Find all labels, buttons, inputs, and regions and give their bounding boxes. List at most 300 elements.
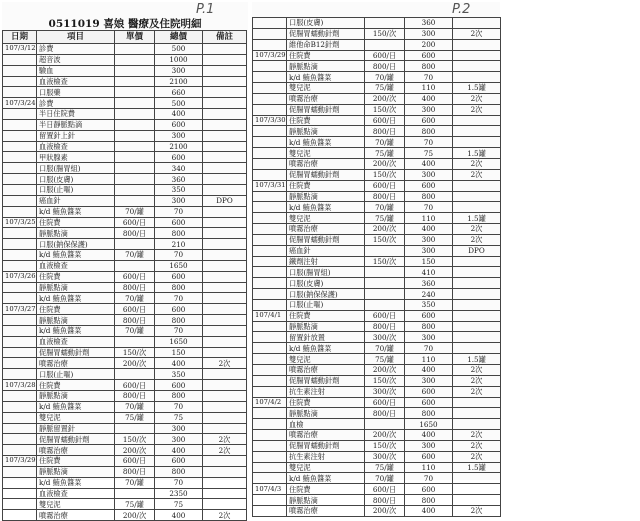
sheet-title: 0511019 喜娘 醫療及住院明細 [48, 18, 202, 30]
row-date [3, 206, 37, 217]
row-unit-price [115, 130, 155, 141]
row-note: 2次 [453, 365, 501, 376]
row-note [453, 343, 501, 354]
table-row [3, 228, 247, 239]
table-row [3, 456, 247, 467]
row-note [453, 310, 501, 321]
row-item: 血液檢查 [37, 141, 115, 152]
row-total: 800 [405, 61, 453, 72]
header-unit-price: 單價 [115, 31, 155, 44]
row-date: 107/3/24 [3, 98, 37, 109]
row-note [203, 499, 247, 510]
row-note [203, 130, 247, 141]
row-unit-price: 600/日 [365, 397, 405, 408]
row-note: 2次 [203, 445, 247, 456]
row-total: 70 [155, 250, 203, 261]
table-row [253, 83, 501, 94]
row-item: 口服(腸胃組) [37, 163, 115, 174]
row-unit-price [365, 289, 405, 300]
row-date [3, 358, 37, 369]
row-unit-price [115, 369, 155, 380]
row-item: 超音波 [37, 54, 115, 65]
row-date [253, 365, 287, 376]
row-item: 半日靜脈點滴 [37, 119, 115, 130]
table-row [3, 65, 247, 76]
row-total: 600 [155, 304, 203, 315]
blank-margin [502, 0, 640, 480]
row-total: 70 [405, 343, 453, 354]
row-note: 2次 [453, 169, 501, 180]
row-unit-price: 600/日 [115, 380, 155, 391]
row-item: 雙兒泥 [287, 83, 365, 94]
row-unit-price: 200/次 [365, 430, 405, 441]
table-row [253, 332, 501, 343]
row-date [3, 152, 37, 163]
row-unit-price: 70/罐 [365, 343, 405, 354]
row-total: 340 [155, 163, 203, 174]
row-date [253, 18, 287, 29]
table-row [3, 163, 247, 174]
row-note [203, 412, 247, 423]
row-total: 600 [405, 310, 453, 321]
row-total: 110 [405, 83, 453, 94]
row-item: 噴霧治療 [287, 505, 365, 516]
row-note: 2次 [453, 440, 501, 451]
left-ledger-table [2, 30, 247, 521]
table-row [253, 484, 501, 495]
row-unit-price [115, 54, 155, 65]
row-item: 噴霧治療 [37, 358, 115, 369]
row-total: 800 [405, 321, 453, 332]
row-note [203, 271, 247, 282]
row-date [253, 332, 287, 343]
row-unit-price: 800/日 [365, 126, 405, 137]
row-item: 住院費 [37, 456, 115, 467]
row-unit-price [115, 119, 155, 130]
row-note [453, 180, 501, 191]
row-total: 2350 [155, 488, 203, 499]
row-note [203, 477, 247, 488]
row-unit-price [365, 39, 405, 50]
row-date: 107/4/2 [253, 397, 287, 408]
row-item: 促腸胃蠕動針劑 [287, 104, 365, 115]
table-row [3, 347, 247, 358]
table-row [253, 39, 501, 50]
row-item: 靜脈點滴 [287, 495, 365, 506]
row-unit-price: 150/次 [365, 256, 405, 267]
row-item: 口服(止嘔) [287, 299, 365, 310]
row-note: 1.5罐 [453, 354, 501, 365]
row-unit-price [115, 87, 155, 98]
row-note [203, 54, 247, 65]
row-date [3, 445, 37, 456]
row-total: 75 [155, 412, 203, 423]
row-unit-price: 150/次 [365, 28, 405, 39]
row-unit-price [115, 141, 155, 152]
right-ledger-table [252, 17, 501, 517]
row-total: 600 [155, 380, 203, 391]
row-note [453, 321, 501, 332]
row-note [203, 65, 247, 76]
row-date [3, 315, 37, 326]
row-total: 800 [155, 315, 203, 326]
row-total: 70 [155, 325, 203, 336]
row-item: k/d 鮪魚醬菜 [37, 250, 115, 261]
row-item: k/d 鮪魚醬菜 [287, 202, 365, 213]
row-unit-price: 800/日 [115, 391, 155, 402]
row-item: 口服(鈉保保護) [287, 289, 365, 300]
row-item: 血檢 [287, 419, 365, 430]
table-row [3, 195, 247, 206]
row-total: 75 [155, 499, 203, 510]
row-unit-price [365, 267, 405, 278]
table-row [253, 104, 501, 115]
row-unit-price: 800/日 [115, 466, 155, 477]
row-note [203, 76, 247, 87]
row-unit-price: 800/日 [115, 282, 155, 293]
row-total: 300 [155, 130, 203, 141]
row-total: 600 [155, 119, 203, 130]
row-note: 2次 [453, 451, 501, 462]
row-item: 促腸胃蠕動針劑 [287, 28, 365, 39]
row-date [253, 451, 287, 462]
row-note [203, 380, 247, 391]
row-unit-price: 600/日 [115, 304, 155, 315]
row-note: DPO [453, 245, 501, 256]
table-row [253, 18, 501, 29]
row-total: 400 [155, 445, 203, 456]
row-unit-price: 75/罐 [365, 213, 405, 224]
row-item: 留置針上針 [37, 130, 115, 141]
row-item: 噴霧治療 [287, 158, 365, 169]
table-row [253, 224, 501, 235]
row-unit-price: 75/罐 [365, 83, 405, 94]
row-note [453, 50, 501, 61]
row-note [203, 336, 247, 347]
row-total: 400 [405, 430, 453, 441]
row-total: 300 [405, 28, 453, 39]
row-note [203, 184, 247, 195]
row-item: 雙兒泥 [287, 148, 365, 159]
row-date [3, 347, 37, 358]
row-date [253, 386, 287, 397]
row-total: 300 [405, 440, 453, 451]
row-note [203, 347, 247, 358]
row-date [253, 440, 287, 451]
row-item: k/d 鮪魚醬菜 [37, 206, 115, 217]
row-item: 驗血 [37, 65, 115, 76]
row-date [253, 419, 287, 430]
row-unit-price: 800/日 [365, 495, 405, 506]
row-date [3, 510, 37, 521]
row-note [203, 260, 247, 271]
row-unit-price: 200/次 [365, 93, 405, 104]
table-row [253, 386, 501, 397]
row-total: 600 [405, 180, 453, 191]
row-note [203, 488, 247, 499]
table-row [253, 440, 501, 451]
row-total: 350 [155, 184, 203, 195]
row-unit-price: 800/日 [365, 61, 405, 72]
row-item: 診費 [37, 44, 115, 55]
row-item: 血液檢查 [37, 76, 115, 87]
row-date [3, 54, 37, 65]
row-item: k/d 鮪魚醬菜 [287, 343, 365, 354]
row-unit-price: 200/次 [365, 505, 405, 516]
row-unit-price [115, 184, 155, 195]
row-total: 110 [405, 354, 453, 365]
row-unit-price: 200/次 [365, 158, 405, 169]
table-row [3, 336, 247, 347]
row-date [253, 473, 287, 484]
row-unit-price [365, 18, 405, 29]
table-row [3, 401, 247, 412]
row-total: 500 [155, 98, 203, 109]
row-unit-price [115, 239, 155, 250]
row-date [253, 321, 287, 332]
row-date [3, 87, 37, 98]
row-date: 107/3/27 [3, 304, 37, 315]
row-unit-price [115, 98, 155, 109]
row-date [253, 299, 287, 310]
row-note [203, 174, 247, 185]
row-note [203, 466, 247, 477]
row-note [203, 163, 247, 174]
row-total: 1650 [405, 419, 453, 430]
row-item: 靜脈點滴 [37, 228, 115, 239]
row-note: 2次 [453, 505, 501, 516]
row-date: 107/4/1 [253, 310, 287, 321]
row-date [3, 499, 37, 510]
row-item: 靜脈點滴 [37, 391, 115, 402]
row-note [453, 419, 501, 430]
row-total: 600 [405, 484, 453, 495]
row-item: 靜脈點滴 [37, 315, 115, 326]
row-unit-price: 150/次 [365, 375, 405, 386]
row-date [3, 195, 37, 206]
row-note [453, 61, 501, 72]
row-item: 雙兒泥 [37, 412, 115, 423]
row-item: 口服(鈉保保護) [37, 239, 115, 250]
row-total: 70 [155, 477, 203, 488]
table-row [3, 391, 247, 402]
row-item: 靜脈點滴 [287, 408, 365, 419]
row-total: 300 [155, 65, 203, 76]
row-note [453, 408, 501, 419]
row-item: 癌血針 [287, 245, 365, 256]
row-date [3, 293, 37, 304]
table-row [3, 510, 247, 521]
row-unit-price: 800/日 [365, 321, 405, 332]
table-row [3, 315, 247, 326]
row-note [453, 484, 501, 495]
row-item: 口服(皮膚) [287, 18, 365, 29]
row-total: 110 [405, 462, 453, 473]
row-total: 410 [405, 267, 453, 278]
row-date: 107/4/3 [253, 484, 287, 495]
row-item: k/d 鮪魚醬菜 [37, 401, 115, 412]
table-row [253, 321, 501, 332]
table-row [3, 304, 247, 315]
right-ledger-body [253, 18, 501, 517]
row-unit-price [365, 299, 405, 310]
row-date [3, 119, 37, 130]
row-date [253, 495, 287, 506]
row-date: 107/3/26 [3, 271, 37, 282]
row-total: 70 [155, 401, 203, 412]
row-date [253, 343, 287, 354]
row-unit-price: 800/日 [115, 315, 155, 326]
row-item: 促腸胃蠕動針劑 [287, 169, 365, 180]
row-note [453, 202, 501, 213]
row-note [203, 217, 247, 228]
row-item: 甲狀腺素 [37, 152, 115, 163]
row-note [203, 315, 247, 326]
row-item: 口服(腸胃組) [287, 267, 365, 278]
row-note: 2次 [453, 158, 501, 169]
row-note [203, 304, 247, 315]
table-row [253, 365, 501, 376]
row-note: 2次 [203, 510, 247, 521]
row-date [253, 375, 287, 386]
row-date [3, 174, 37, 185]
row-item: 口服(皮膚) [287, 278, 365, 289]
row-unit-price: 75/罐 [365, 462, 405, 473]
row-total: 110 [405, 213, 453, 224]
row-date [253, 191, 287, 202]
row-total: 800 [155, 228, 203, 239]
table-row [253, 180, 501, 191]
row-item: 住院費 [287, 115, 365, 126]
table-row [3, 445, 247, 456]
table-row [253, 462, 501, 473]
table-row [253, 126, 501, 137]
row-item: 靜脈留置針 [37, 423, 115, 434]
row-item: 留置針放置 [287, 332, 365, 343]
row-note [453, 256, 501, 267]
row-note: 2次 [453, 93, 501, 104]
header-item: 項目 [37, 31, 115, 44]
row-note [453, 191, 501, 202]
row-unit-price [365, 245, 405, 256]
row-total: 240 [405, 289, 453, 300]
row-total: 500 [155, 44, 203, 55]
row-date [3, 65, 37, 76]
row-item: 診費 [37, 98, 115, 109]
row-unit-price: 200/次 [115, 445, 155, 456]
row-date [3, 412, 37, 423]
row-item: 噴霧治療 [287, 93, 365, 104]
row-unit-price: 300/次 [365, 332, 405, 343]
row-total: 800 [155, 466, 203, 477]
row-item: k/d 鮪魚醬菜 [287, 72, 365, 83]
row-note [203, 206, 247, 217]
table-row [3, 76, 247, 87]
row-unit-price [115, 260, 155, 271]
row-unit-price: 70/罐 [365, 72, 405, 83]
row-date [3, 401, 37, 412]
table-row [253, 115, 501, 126]
row-date [3, 163, 37, 174]
row-date [3, 423, 37, 434]
row-date [253, 430, 287, 441]
row-note [203, 293, 247, 304]
table-row [3, 369, 247, 380]
table-row [253, 430, 501, 441]
row-unit-price [115, 44, 155, 55]
row-note [203, 141, 247, 152]
table-row [253, 505, 501, 516]
row-total: 360 [405, 18, 453, 29]
row-date [253, 462, 287, 473]
row-date [253, 289, 287, 300]
row-item: 靜脈點滴 [37, 466, 115, 477]
row-total: 600 [155, 271, 203, 282]
row-date: 107/3/29 [3, 456, 37, 467]
row-item: 住院費 [37, 304, 115, 315]
table-row [253, 419, 501, 430]
row-unit-price: 75/罐 [115, 499, 155, 510]
table-row [3, 54, 247, 65]
row-item: k/d 鮪魚醬菜 [37, 325, 115, 336]
row-total: 350 [405, 299, 453, 310]
row-unit-price: 70/罐 [365, 473, 405, 484]
row-unit-price [115, 65, 155, 76]
row-total: 150 [405, 256, 453, 267]
row-total: 360 [405, 278, 453, 289]
row-total: 600 [155, 456, 203, 467]
row-unit-price [115, 423, 155, 434]
row-note [203, 423, 247, 434]
row-note: 2次 [453, 224, 501, 235]
row-unit-price: 200/次 [115, 358, 155, 369]
row-item: 噴霧治療 [287, 430, 365, 441]
table-row [253, 50, 501, 61]
table-row [253, 289, 501, 300]
row-total: 350 [155, 369, 203, 380]
row-note [453, 126, 501, 137]
row-item: 鐵劑注射 [287, 256, 365, 267]
row-item: 住院費 [287, 397, 365, 408]
row-unit-price: 600/日 [115, 456, 155, 467]
table-row [253, 137, 501, 148]
row-item: k/d 鮪魚醬菜 [287, 473, 365, 484]
row-unit-price: 150/次 [365, 440, 405, 451]
row-unit-price: 600/日 [115, 217, 155, 228]
row-note: DPO [203, 195, 247, 206]
row-item: 住院費 [37, 271, 115, 282]
row-note [453, 18, 501, 29]
row-item: 雙兒泥 [287, 213, 365, 224]
row-unit-price: 150/次 [115, 347, 155, 358]
row-date [253, 505, 287, 516]
table-row [253, 158, 501, 169]
row-date [3, 260, 37, 271]
left-ledger-page [2, 2, 248, 520]
row-total: 400 [405, 505, 453, 516]
row-date [253, 72, 287, 83]
row-note [203, 44, 247, 55]
row-note [203, 98, 247, 109]
header-total: 總價 [155, 31, 203, 44]
row-date [253, 28, 287, 39]
row-total: 800 [405, 495, 453, 506]
table-row [3, 477, 247, 488]
row-note [453, 332, 501, 343]
table-row [3, 184, 247, 195]
table-row [3, 412, 247, 423]
row-date: 107/3/31 [253, 180, 287, 191]
